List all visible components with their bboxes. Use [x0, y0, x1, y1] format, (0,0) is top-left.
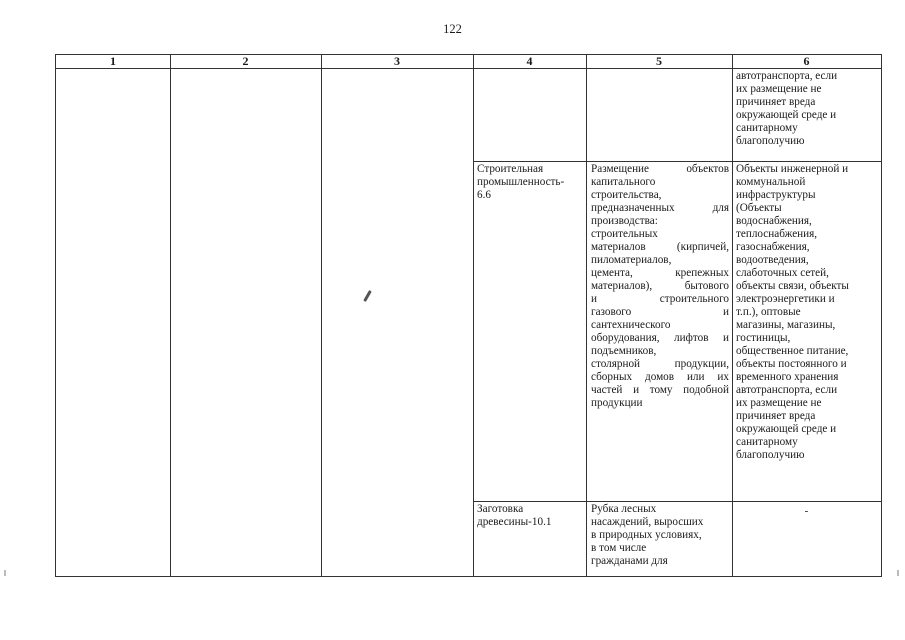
- text-line: благополучию: [736, 135, 805, 147]
- text-line: насаждений, выросших: [591, 516, 704, 528]
- text-line: газового и: [591, 306, 729, 318]
- text-line: Размещение объектов: [591, 163, 729, 175]
- text-line: древесины-10.1: [477, 516, 552, 528]
- text-line: предназначенных для: [591, 202, 729, 214]
- text-line: капитального: [591, 176, 656, 188]
- text-line: столярной продукции,: [591, 358, 729, 370]
- cell-mid-col4: [477, 163, 583, 202]
- text-line: частей и тому подобной: [591, 384, 729, 396]
- text-line: 6.6: [477, 189, 491, 201]
- text-line: автотранспорта, если: [736, 384, 838, 396]
- text-line: гражданами для: [591, 555, 668, 567]
- text-line: Заготовка: [477, 503, 524, 515]
- text-line: окружающей среде и: [736, 109, 837, 121]
- text-line: цемента, крепежных: [591, 267, 729, 279]
- text-line: причиняет вреда: [736, 96, 816, 108]
- text-line: объекты постоянного и: [736, 358, 847, 370]
- text-line: общественное питание,: [736, 345, 849, 357]
- text-line: подъемников,: [591, 345, 657, 357]
- cell-bottom-col4: [477, 503, 583, 529]
- page-number: 122: [443, 22, 462, 36]
- text-line: санитарному: [736, 436, 798, 448]
- row-divider: [473, 161, 881, 162]
- text-line: благополучию: [736, 449, 805, 461]
- column-divider: [586, 55, 587, 576]
- text-line: газоснабжения,: [736, 241, 810, 253]
- column-header-2: 2: [242, 54, 249, 68]
- column-divider: [321, 55, 322, 576]
- cell-mid-col5: [591, 163, 729, 410]
- column-header-6: 6: [803, 54, 810, 68]
- text-line: Рубка лесных: [591, 503, 657, 515]
- text-line: санитарному: [736, 122, 798, 134]
- scan-edge-mark: [4, 570, 6, 576]
- text-line: в том числе: [591, 542, 647, 554]
- text-line: коммунальной: [736, 176, 806, 188]
- text-line: Объекты инженерной и: [736, 163, 849, 175]
- row-divider: [473, 501, 881, 502]
- text-line: водоотведения,: [736, 254, 809, 266]
- column-header-5: 5: [656, 54, 662, 68]
- text-line: (Объекты: [736, 202, 782, 214]
- cell-top-col6: [736, 70, 878, 148]
- text-line: слаботочных сетей,: [736, 267, 829, 279]
- cell-bottom-col5: [591, 503, 729, 568]
- text-line: Строительная: [477, 163, 544, 175]
- column-header-1: 1: [110, 54, 116, 68]
- text-line: оборудования, лифтов и: [591, 332, 729, 344]
- text-line: причиняет вреда: [736, 410, 816, 422]
- cell-mid-col6: [736, 163, 878, 462]
- text-line: продукции: [591, 397, 643, 409]
- text-line: пиломатериалов,: [591, 254, 672, 266]
- zoning-table: [55, 54, 882, 577]
- text-line: объекты связи, объекты: [736, 280, 849, 292]
- text-line: сантехнического: [591, 319, 671, 331]
- column-divider: [473, 55, 474, 576]
- text-line: промышленность-: [477, 176, 565, 188]
- text-line: в природных условиях,: [591, 529, 702, 541]
- column-divider: [732, 55, 733, 576]
- text-line: магазины, магазины,: [736, 319, 836, 331]
- text-line: строительных: [591, 228, 658, 240]
- text-line: материалов (кирпичей,: [591, 241, 729, 253]
- text-line: их размещение не: [736, 83, 822, 95]
- text-line: сборных домов или их: [591, 371, 729, 383]
- cell-bottom-col6: -: [804, 505, 809, 517]
- column-header-3: 3: [394, 54, 400, 68]
- header-divider: [56, 68, 881, 69]
- text-line: строительства,: [591, 189, 662, 201]
- text-line: т.п.), оптовые: [736, 306, 801, 318]
- text-line: и строительного: [591, 293, 729, 305]
- text-line: производства:: [591, 215, 658, 227]
- text-line: гостиницы,: [736, 332, 791, 344]
- text-line: инфраструктуры: [736, 189, 816, 201]
- text-line: окружающей среде и: [736, 423, 837, 435]
- text-line: теплоснабжения,: [736, 228, 818, 240]
- text-line: водоснабжения,: [736, 215, 812, 227]
- column-header-4: 4: [526, 54, 533, 68]
- text-line: временного хранения: [736, 371, 839, 383]
- text-line: автотранспорта, если: [736, 70, 838, 82]
- text-line: их размещение не: [736, 397, 822, 409]
- text-line: материалов), бытового: [591, 280, 729, 292]
- text-line: электроэнергетики и: [736, 293, 835, 305]
- scan-edge-mark: [897, 570, 899, 576]
- column-divider: [170, 55, 171, 576]
